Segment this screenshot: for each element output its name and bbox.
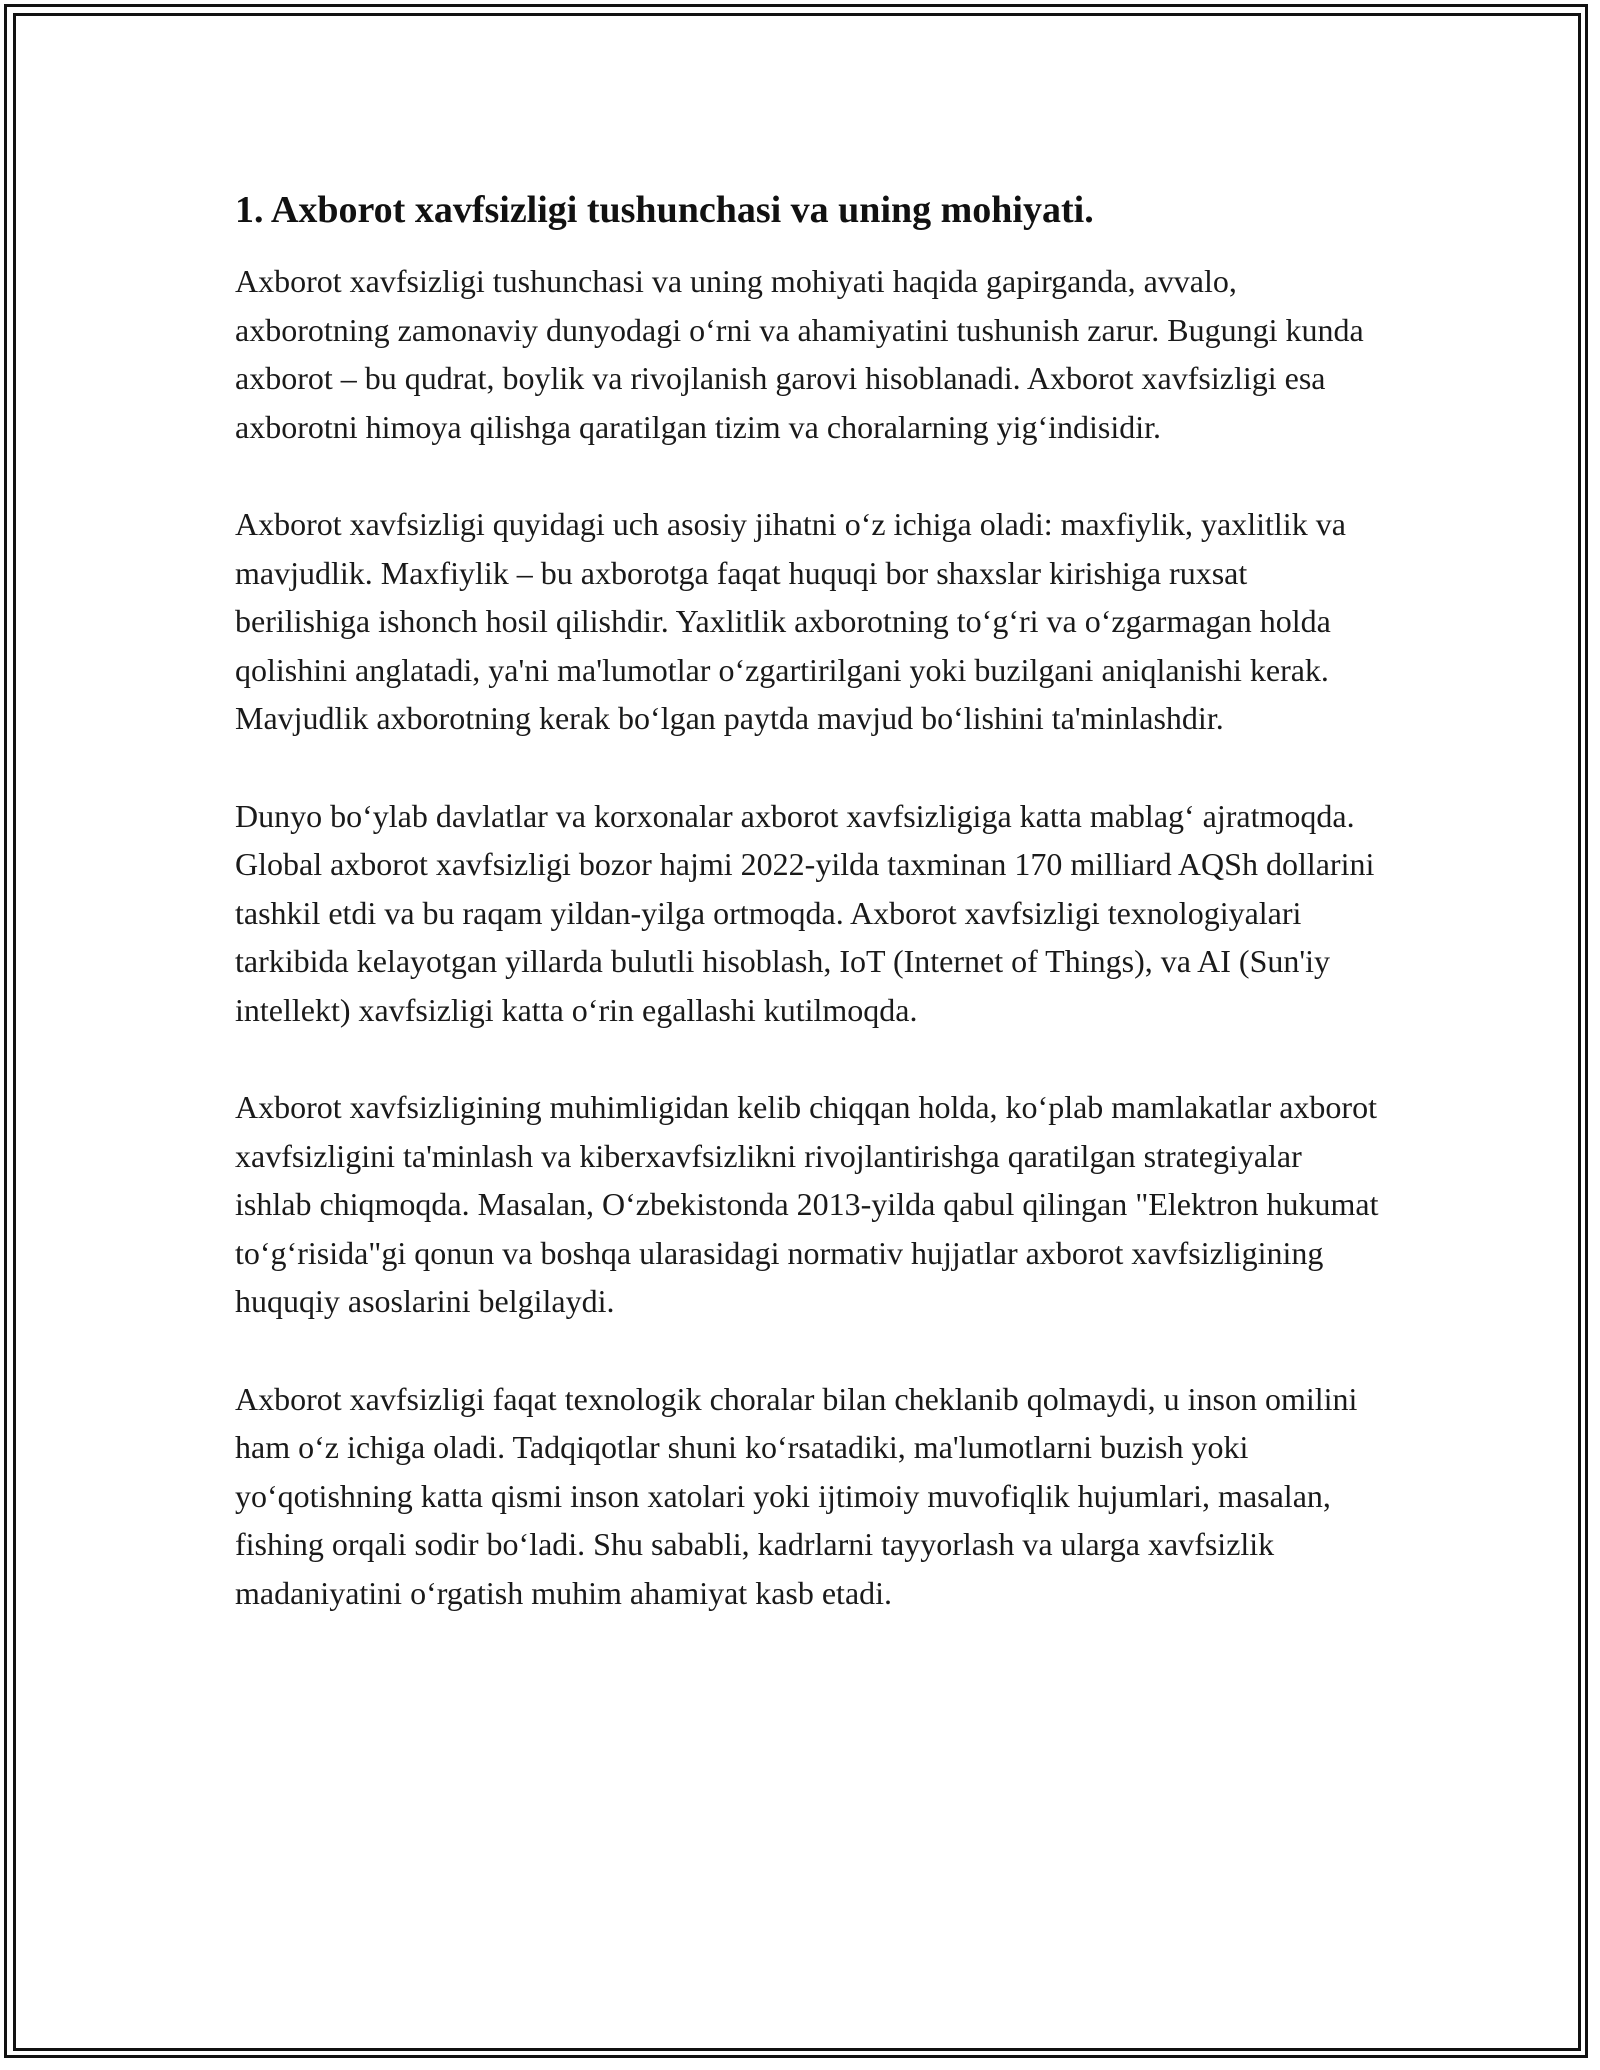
section-heading: 1. Axborot xavfsizligi tushunchasi va uning mohiyati. [235, 189, 1094, 231]
paragraph-1: Axborot xavfsizligi tushunchasi va uning mohiyati haqida gapirganda, avvalo, axborotning zamonaviy dunyodagi o‘rni va ahamiyatini tushunish zarur. Bugungi kunda axborot – bu qudrat, boylik va rivojlanish garovi hisoblanadi. Axborot xavfsizligi esa axborotni himoya qilishga qaratilgan tizim va choralarning yig‘indisidir. [235, 263, 1364, 445]
document-body [235, 185, 1385, 1666]
paragraph-2: Axborot xavfsizligi quyidagi uch asosiy jihatni o‘z ichiga oladi: maxfiylik, yaxlitlik va mavjudlik. Maxfiylik – bu axborotga faqat huquqi bor shaxslar kirishiga ruxsat berilishiga ishonch hosil qilishdir. Yaxlitlik axborotning to‘g‘ri va o‘zgarmagan holda qolishini anglatadi, ya'ni ma'lumotlar o‘zgartirilgani yoki buzilgani aniqlanishi kerak. Mavjudlik axborotning kerak bo‘lgan paytda mavjud bo‘lishini ta'minlashdir. [235, 506, 1346, 736]
paragraph-4: Axborot xavfsizligining muhimligidan kelib chiqqan holda, ko‘plab mamlakatlar axborot xavfsizligini ta'minlash va kiberxavfsizlikni rivojlantirishga qaratilgan strategiyalar ishlab chiqmoqda. Masalan, O‘zbekistonda 2013-yilda qabul qilingan "Elektron hukumat to‘g‘risida"gi qonun va boshqa ularasidagi normativ hujjatlar axborot xavfsizligining huquqiy asoslarini belgilaydi. [235, 1089, 1379, 1319]
paragraph-3: Dunyo bo‘ylab davlatlar va korxonalar axborot xavfsizligiga katta mablag‘ ajratmoqda. Global axborot xavfsizligi bozor hajmi 2022-yilda taxminan 170 milliard AQSh dollarini tashkil etdi va bu raqam yildan-yilga ortmoqda. Axborot xavfsizligi texnologiyalari tarkibida kelayotgan yillarda bulutli hisoblash, IoT (Internet of Things), va AI (Sun'iy intellekt) xavfsizligi katta o‘rin egallashi kutilmoqda. [235, 797, 1375, 1028]
paragraph-5: Axborot xavfsizligi faqat texnologik choralar bilan cheklanib qolmaydi, u inson omilini ham o‘z ichiga oladi. Tadqiqotlar shuni ko‘rsatadiki, ma'lumotlarni buzish yoki yo‘qotishning katta qismi inson xatolari yoki ijtimoiy muvofiqlik hujumlari, masalan, fishing orqali sodir bo‘ladi. Shu sababli, kadrlarni tayyorlash va ularga xavfsizlik madaniyatini o‘rgatish muhim ahamiyat kasb etadi. [235, 1380, 1358, 1611]
